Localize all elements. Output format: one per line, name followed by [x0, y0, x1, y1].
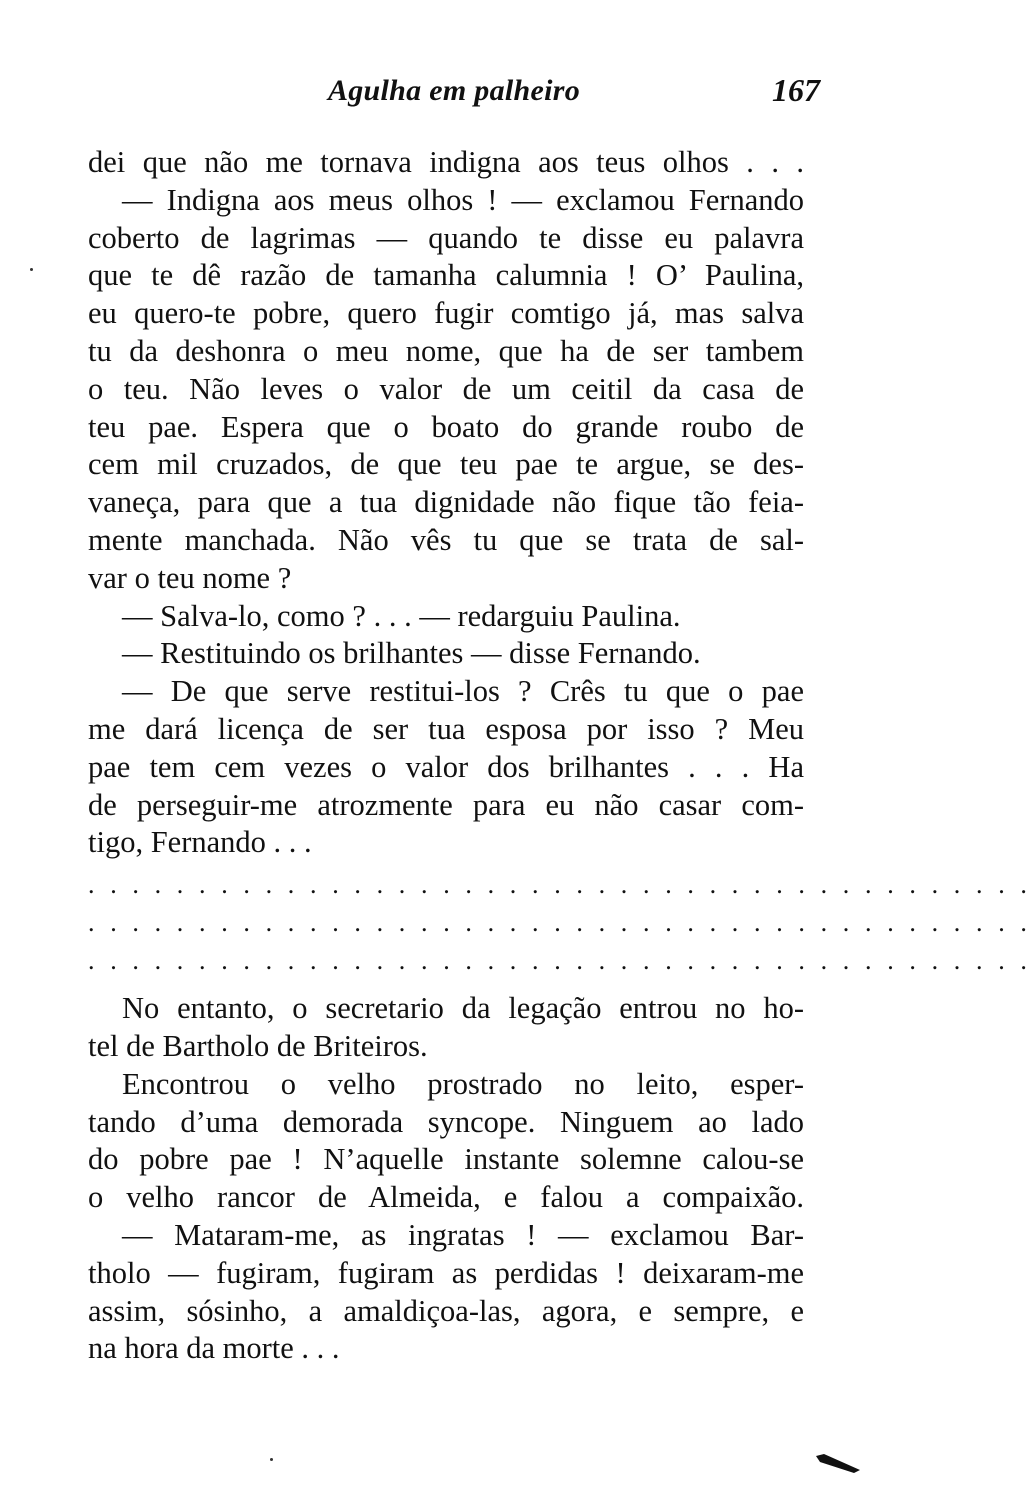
text-line: tando d’uma demorada syncope. Ninguem ao lado [88, 1104, 804, 1139]
text-line: — Mataram-me, as ingratas ! — exclamou Bar- [122, 1217, 804, 1252]
text-line: me dará licença de ser tua esposa por isso ? Meu [88, 711, 804, 746]
text-line: — Restituindo os brilhantes — disse Fernando. [122, 636, 701, 671]
page-number: 167 [772, 72, 820, 108]
text-line: — De que serve restitui-los ? Crês tu que o pae [122, 674, 804, 709]
text-line: que te dê razão de tamanha calumnia ! O’ Paulina, [88, 258, 804, 293]
text-line: Encontrou o velho prostrado no leito, esper- [122, 1066, 804, 1101]
text-line: vaneça, para que a tua dignidade não fique tão feia- [88, 485, 804, 520]
catchword-mark-icon [814, 1452, 862, 1474]
text-line: var o teu nome ? [88, 560, 292, 595]
text-line: o teu. Não leves o valor de um ceitil da casa de [88, 371, 804, 406]
text-line: assim, sósinho, a amaldiçoa-las, agora, e sempre, e [88, 1293, 804, 1328]
text-line: dei que não me tornava indigna aos teus olhos . . . [88, 145, 804, 179]
text-line: teu pae. Espera que o boato do grande roubo de [88, 409, 804, 444]
text-line: na hora da morte . . . [88, 1331, 340, 1366]
ellipsis-row: . . . . . . . . . . . . . . . . . . . . . . . . . . . . . . . . . . . . . . . . . . . [88, 870, 1032, 900]
text-line: No entanto, o secretario da legação entrou no ho- [122, 991, 804, 1026]
text-line: eu quero-te pobre, quero fugir comtigo já, mas salva [88, 296, 804, 331]
text-line: do pobre pae ! N’aquelle instante solemne calou-se [88, 1142, 804, 1177]
text-line: pae tem cem vezes o valor dos brilhantes . . . Ha [88, 749, 804, 784]
text-line: — Salva-lo, como ? . . . — redarguiu Paulina. [122, 598, 681, 633]
scan-speck [30, 268, 33, 271]
text-line: tu da deshonra o meu nome, que ha de ser tambem [88, 333, 804, 368]
text-line: mente manchada. Não vês tu que se trata de sal- [88, 522, 804, 557]
text-line: — Indigna aos meus olhos ! — exclamou Fernando [122, 182, 804, 217]
ellipsis-row: . . . . . . . . . . . . . . . . . . . . . . . . . . . . . . . . . . . . . . . . . . . [88, 946, 1032, 976]
scan-speck [270, 1458, 273, 1461]
ellipsis-row: . . . . . . . . . . . . . . . . . . . . . . . . . . . . . . . . . . . . . . . . . . . [88, 908, 1032, 938]
body-text [88, 144, 1032, 1368]
running-title: Agulha em palheiro [327, 74, 581, 107]
text-line: cem mil cruzados, de que teu pae te argue, se des- [88, 447, 804, 482]
page-header [88, 70, 820, 120]
text-line: tel de Bartholo de Briteiros. [88, 1028, 428, 1063]
text-line: de perseguir-me atrozmente para eu não casar com- [88, 787, 804, 822]
text-line: coberto de lagrimas — quando te disse eu palavra [88, 220, 804, 255]
text-line: tholo — fugiram, fugiram as perdidas ! deixaram-me [88, 1255, 804, 1290]
text-line: tigo, Fernando . . . [88, 825, 312, 860]
text-line: o velho rancor de Almeida, e falou a compaixão. [88, 1180, 804, 1215]
